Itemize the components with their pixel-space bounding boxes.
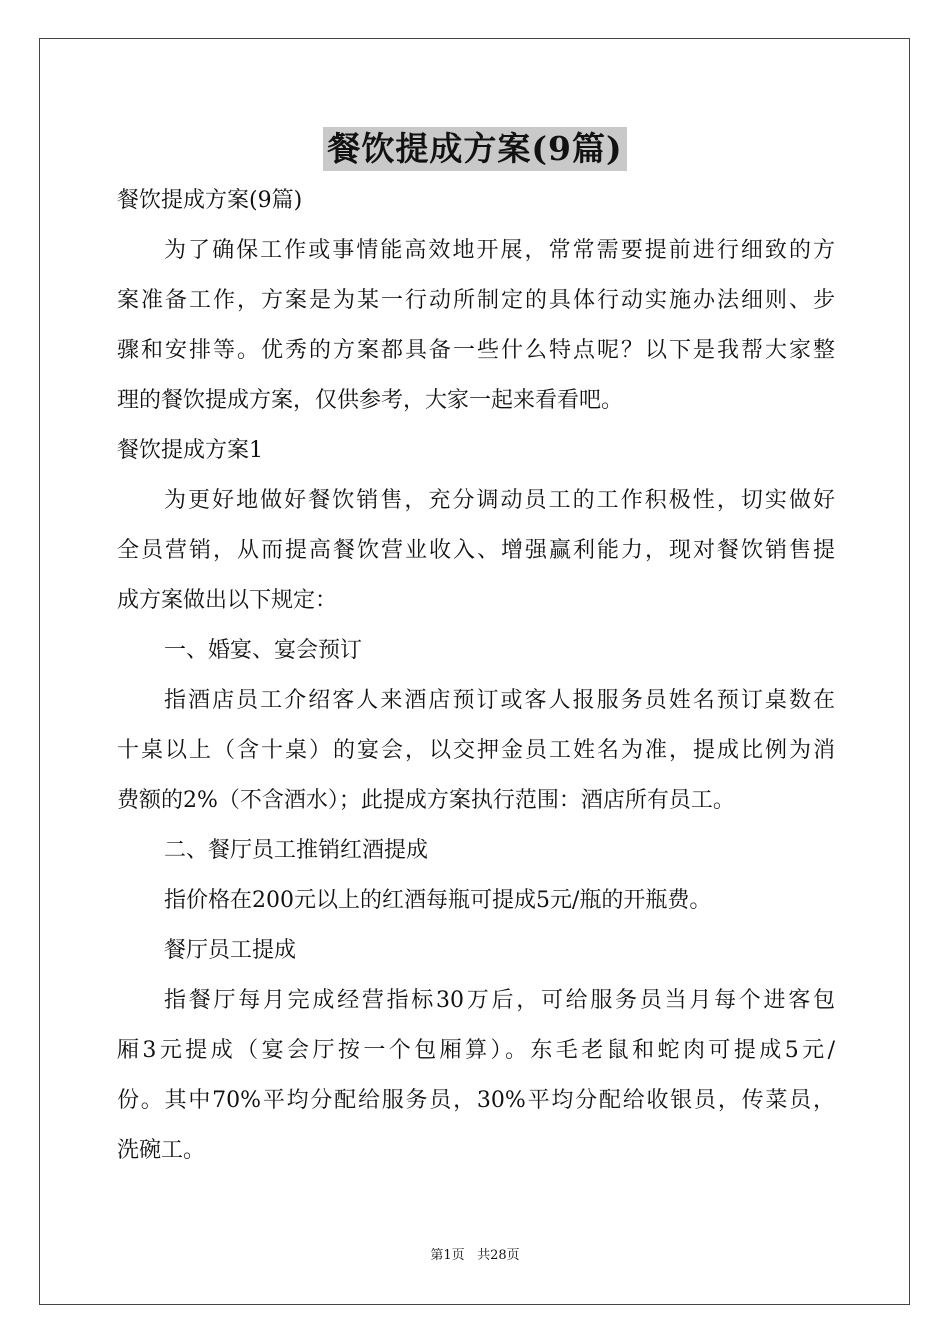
text-line: 餐饮提成方案(9篇) bbox=[117, 188, 303, 213]
text-line: 十桌以上（含十桌）的宴会，以交押金员工姓名为准，提成比例为消 bbox=[117, 738, 835, 763]
document-title: 餐饮提成方案(9篇) bbox=[323, 127, 626, 171]
page-total: 共28页 bbox=[477, 1248, 520, 1263]
text-line: 餐饮提成方案1 bbox=[117, 438, 263, 463]
text-line: 案准备工作，方案是为某一行动所制定的具体行动实施办法细则、步 bbox=[117, 288, 835, 313]
text-line: 指餐厅每月完成经营指标30万后，可给服务员当月每个进客包 bbox=[164, 988, 835, 1013]
text-line: 骤和安排等。优秀的方案都具备一些什么特点呢？以下是我帮大家整 bbox=[117, 338, 835, 363]
document-body bbox=[117, 176, 835, 1176]
title-container bbox=[0, 127, 950, 171]
text-line: 指酒店员工介绍客人来酒店预订或客人报服务员姓名预订桌数在 bbox=[164, 688, 835, 713]
page-number: 第1页 bbox=[430, 1248, 465, 1263]
text-line: 成方案做出以下规定： bbox=[117, 588, 338, 613]
text-line: 为了确保工作或事情能高效地开展，常常需要提前进行细致的方 bbox=[164, 238, 835, 263]
text-line: 一、婚宴、宴会预订 bbox=[164, 638, 363, 663]
text-line: 二、餐厅员工推销红酒提成 bbox=[164, 838, 429, 863]
text-line: 全员营销，从而提高餐饮营业收入、增强赢利能力，现对餐饮销售提 bbox=[117, 538, 835, 563]
page-footer bbox=[0, 1247, 950, 1265]
text-line: 指价格在200元以上的红酒每瓶可提成5元/瓶的开瓶费。 bbox=[164, 888, 712, 913]
text-line: 餐厅员工提成 bbox=[164, 938, 297, 963]
text-line: 洗碗工。 bbox=[117, 1138, 206, 1163]
text-line: 理的餐饮提成方案，仅供参考，大家一起来看看吧。 bbox=[117, 388, 624, 413]
text-line: 费额的2%（不含酒水）；此提成方案执行范围：酒店所有员工。 bbox=[117, 788, 735, 813]
text-line: 厢3元提成（宴会厅按一个包厢算）。东毛老鼠和蛇肉可提成5元/ bbox=[117, 1038, 835, 1063]
text-line: 份。其中70%平均分配给服务员，30%平均分配给收银员，传菜员， bbox=[117, 1088, 835, 1113]
text-line: 为更好地做好餐饮销售，充分调动员工的工作积极性，切实做好 bbox=[164, 488, 835, 513]
